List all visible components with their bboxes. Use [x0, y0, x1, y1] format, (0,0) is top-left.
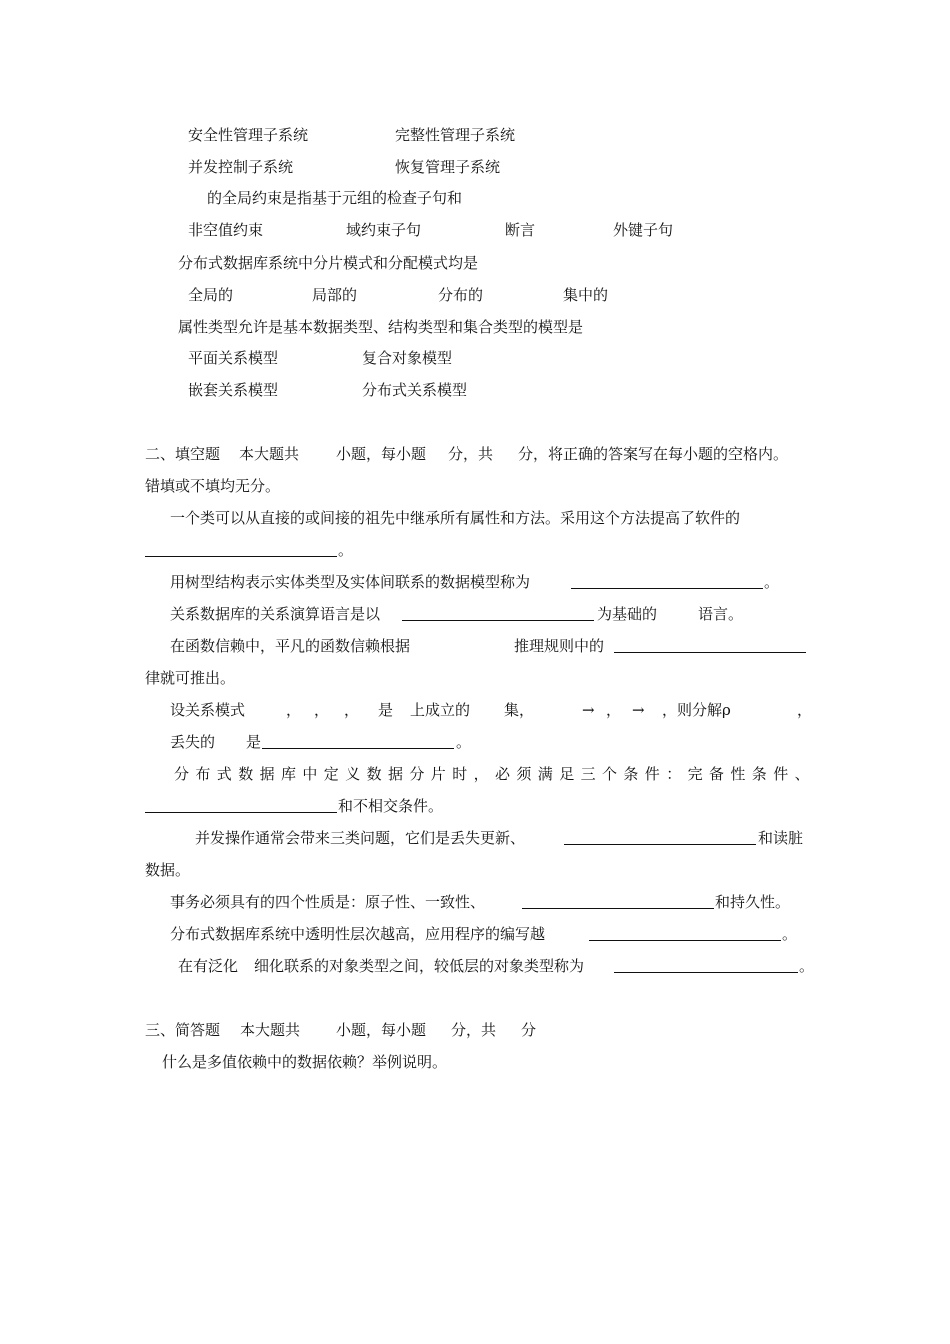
- fill-question: 上成立的: [410, 701, 471, 719]
- option-b: 完整性管理子系统: [395, 126, 516, 144]
- fill-question: 律就可推出。: [145, 669, 236, 687]
- fill-question: 设关系模式: [170, 701, 246, 719]
- punctuation: ，: [344, 701, 360, 719]
- fill-question: 关系数据库的关系演算语言是以: [170, 605, 381, 623]
- fill-question: 分布式数据库系统中透明性层次越高，应用程序的编写越: [170, 925, 546, 943]
- section-header-text: 小题，每小题: [336, 445, 427, 463]
- answer-blank[interactable]: [402, 620, 594, 621]
- section-header-text: 小题，每小题: [336, 1021, 427, 1039]
- punctuation: 。: [456, 733, 472, 751]
- answer-blank[interactable]: [564, 844, 756, 845]
- fill-question: 并发操作通常会带来三类问题，它们是丢失更新、: [195, 829, 526, 847]
- fill-question: 细化联系的对象类型之间，较低层的对象类型称为: [254, 957, 585, 975]
- fill-question: 是: [378, 701, 394, 719]
- punctuation: ，: [286, 701, 302, 719]
- punctuation: ，: [797, 701, 813, 719]
- punctuation: ，: [606, 701, 622, 719]
- option-b: 局部的: [312, 286, 358, 304]
- arrow-symbol: →: [632, 701, 645, 719]
- option-a: 全局的: [188, 286, 234, 304]
- option-a: 非空值约束: [188, 221, 264, 239]
- answer-blank[interactable]: [262, 748, 454, 749]
- question-stem: 的全局约束是指基于元组的检查子句和: [207, 189, 463, 207]
- fill-question: 分布式数据库中定义数据分片时，必须满足三个条件：完备性条件、: [174, 765, 817, 783]
- section-header-text: 错填或不填均无分。: [145, 477, 281, 495]
- section-header-text: 本大题共: [240, 1021, 301, 1039]
- fill-question: 集，: [504, 701, 535, 719]
- fill-question: 丢失的: [170, 733, 216, 751]
- option-a: 平面关系模型: [188, 349, 279, 367]
- answer-blank[interactable]: [614, 972, 798, 973]
- answer-blank[interactable]: [145, 812, 337, 813]
- fill-question: 是: [246, 733, 262, 751]
- punctuation: 。: [782, 925, 798, 943]
- section-header-text: 本大题共: [239, 445, 300, 463]
- section-header-text: 分，共: [448, 445, 494, 463]
- answer-blank[interactable]: [571, 588, 763, 589]
- option-c: 分布的: [438, 286, 484, 304]
- fill-question: 在函数信赖中，平凡的函数信赖根据: [170, 637, 411, 655]
- punctuation: 。: [764, 573, 780, 591]
- option-c: 并发控制子系统: [188, 158, 294, 176]
- question-stem: 分布式数据库系统中分片模式和分配模式均是: [178, 254, 479, 272]
- fill-question: 用树型结构表示实体类型及实体间联系的数据模型称为: [170, 573, 531, 591]
- option-c: 断言: [505, 221, 536, 239]
- answer-blank[interactable]: [589, 940, 781, 941]
- option-d: 分布式关系模型: [362, 381, 468, 399]
- fill-question: 在有泛化: [178, 957, 239, 975]
- fill-question: 数据。: [145, 861, 191, 879]
- section-title: 二、填空题: [145, 445, 221, 463]
- question-stem: 属性类型允许是基本数据类型、结构类型和集合类型的模型是: [178, 318, 584, 336]
- answer-blank[interactable]: [522, 908, 714, 909]
- fill-question: 推理规则中的: [514, 637, 605, 655]
- option-d: 集中的: [563, 286, 609, 304]
- option-b: 域约束子句: [346, 221, 422, 239]
- fill-question: ，则分解ρ: [662, 701, 731, 719]
- fill-question: 和不相交条件。: [338, 797, 444, 815]
- fill-question: 事务必须具有的四个性质是：原子性、一致性、: [170, 893, 486, 911]
- option-a: 安全性管理子系统: [188, 126, 309, 144]
- section-header-text: 分: [521, 1021, 537, 1039]
- punctuation: ，: [314, 701, 330, 719]
- answer-blank[interactable]: [614, 652, 806, 653]
- fill-question: 和读脏: [758, 829, 804, 847]
- fill-question: 语言。: [698, 605, 744, 623]
- fill-question: 和持久性。: [715, 893, 791, 911]
- option-d: 外键子句: [613, 221, 674, 239]
- section-header-text: 分，将正确的答案写在每小题的空格内。: [518, 445, 789, 463]
- option-b: 复合对象模型: [362, 349, 453, 367]
- fill-question: 为基础的: [597, 605, 658, 623]
- short-answer-question: 什么是多值依赖中的数据依赖？举例说明。: [162, 1053, 448, 1071]
- punctuation: 。: [338, 541, 354, 559]
- section-title: 三、简答题: [145, 1021, 221, 1039]
- section-header-text: 分，共: [451, 1021, 497, 1039]
- punctuation: 。: [799, 957, 815, 975]
- answer-blank[interactable]: [145, 556, 337, 557]
- option-c: 嵌套关系模型: [188, 381, 279, 399]
- option-d: 恢复管理子系统: [395, 158, 501, 176]
- fill-question: 一个类可以从直接的或间接的祖先中继承所有属性和方法。采用这个方法提高了软件的: [170, 509, 741, 527]
- arrow-symbol: →: [582, 701, 595, 719]
